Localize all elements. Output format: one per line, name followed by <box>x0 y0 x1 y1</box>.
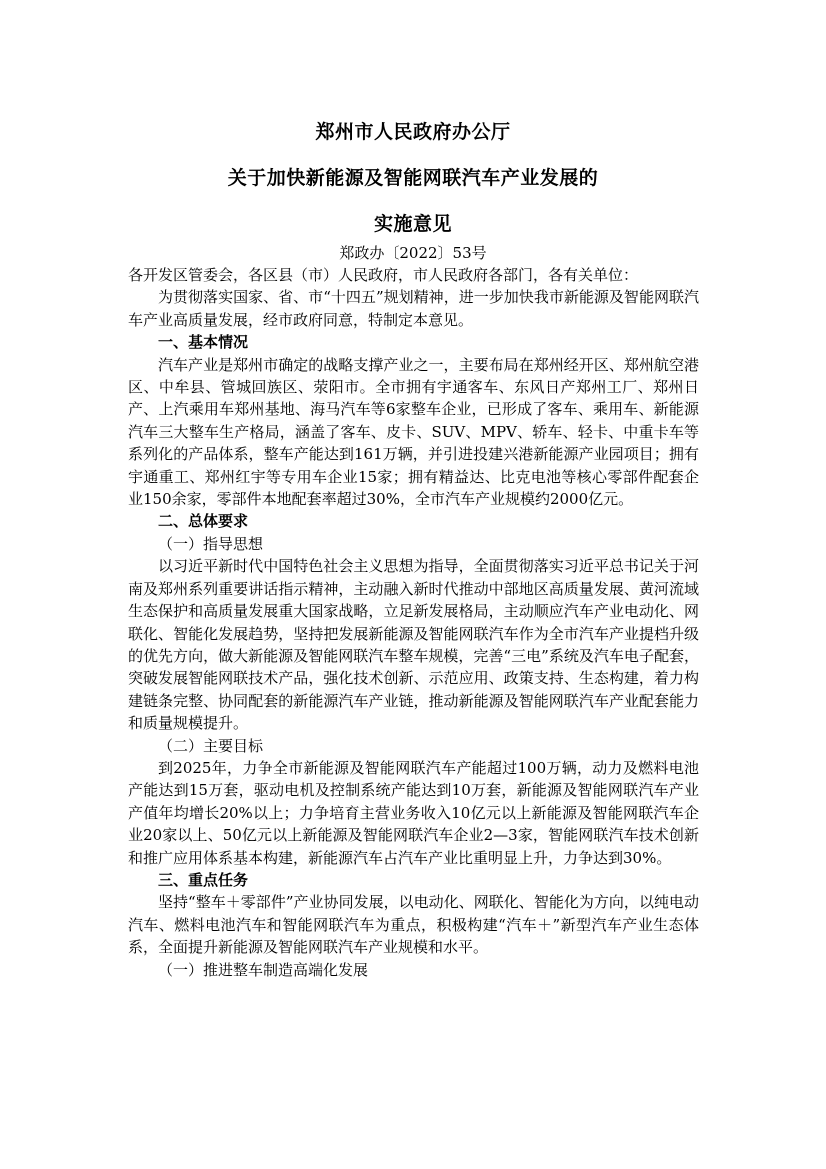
basic-situation-paragraph: 汽车产业是郑州市确定的战略支撑产业之一，主要布局在郑州经开区、郑州航空港区、中牟县、管城回族区、荥阳市。全市拥有宇通客车、东风日产郑州工厂、郑州日产、上汽乘用车郑州基地、海马汽车等6家整车企业，已形成了客车、乘用车、新能源汽车三大整车生产格局，涵盖了客车、皮卡、SUV、MPV、轿车、轻卡、中重卡车等系列化的产品体系，整车产能达到161万辆，并引进投建兴港新能源产业园项目；拥有宇通重工、郑州红宇等专用车企业15家；拥有精益达、比克电池等核心零部件配套企业150余家，零部件本地配套率超过30%，全市汽车产业规模约2000亿元。 <box>128 355 699 509</box>
document-body <box>128 264 699 981</box>
subheading-guiding-ideology: （一）指导思想 <box>158 534 264 553</box>
main-goals-paragraph: 到2025年，力争全市新能源及智能网联汽车产能超过100万辆，动力及燃料电池产能达到15万套，驱动电机及控制系统产能达到10万套，新能源及智能网联汽车产业产值年均增长20%以上；力争培育主营业务收入10亿元以上新能源及智能网联汽车企业20家以上、50亿元以上新能源及智能网联汽车企业2—3家，智能网联汽车技术创新和推广应用体系基本构建，新能源汽车占汽车产业比重明显上升，力争达到30%。 <box>128 758 699 867</box>
section-heading-key-tasks: 三、重点任务 <box>158 870 249 889</box>
issuing-org-title: 郑州市人民政府办公厅 <box>315 121 511 143</box>
addressee-line: 各开发区管委会，各区县（市）人民政府，市人民政府各部门，各有关单位： <box>128 266 639 284</box>
subheading-main-goals: （二）主要目标 <box>158 736 264 755</box>
document-number: 郑政办〔2022〕53号 <box>339 244 487 262</box>
document-title-line2: 实施意见 <box>373 213 452 235</box>
document-title-line1: 关于加快新能源及智能网联汽车产业发展的 <box>227 167 599 189</box>
guiding-ideology-paragraph: 以习近平新时代中国特色社会主义思想为指导，全面贯彻落实习近平总书记关于河南及郑州系列重要讲话指示精神，主动融入新时代推动中部地区高质量发展、黄河流域生态保护和高质量发展重大国家战略，立足新发展格局，主动顺应汽车产业电动化、网联化、智能化发展趋势，坚持把发展新能源及智能网联汽车作为全市汽车产业提档升级的优先方向，做大新能源及智能网联汽车整车规模，完善“三电”系统及汽车电子配套，突破发展智能网联技术产品，强化技术创新、示范应用、政策支持、生态构建，着力构建链条完整、协同配套的新能源汽车产业链，推动新能源及智能网联汽车产业配套能力和质量规模提升。 <box>128 557 699 733</box>
section-heading-general-requirements: 二、总体要求 <box>158 512 249 531</box>
section-heading-basic-situation: 一、基本情况 <box>158 333 249 352</box>
intro-paragraph: 为贯彻落实国家、省、市“十四五”规划精神，进一步加快我市新能源及智能网联汽车产业高质量发展，经市政府同意，特制定本意见。 <box>128 288 699 329</box>
key-tasks-paragraph: 坚持“整车＋零部件”产业协同发展，以电动化、网联化、智能化为方向，以纯电动汽车、燃料电池汽车和智能网联汽车为重点，积极构建“汽车＋”新型汽车产业生态体系，全面提升新能源及智能网联汽车产业规模和水平。 <box>128 893 699 957</box>
subheading-vehicle-manufacturing: （一）推进整车制造高端化发展 <box>158 960 369 979</box>
